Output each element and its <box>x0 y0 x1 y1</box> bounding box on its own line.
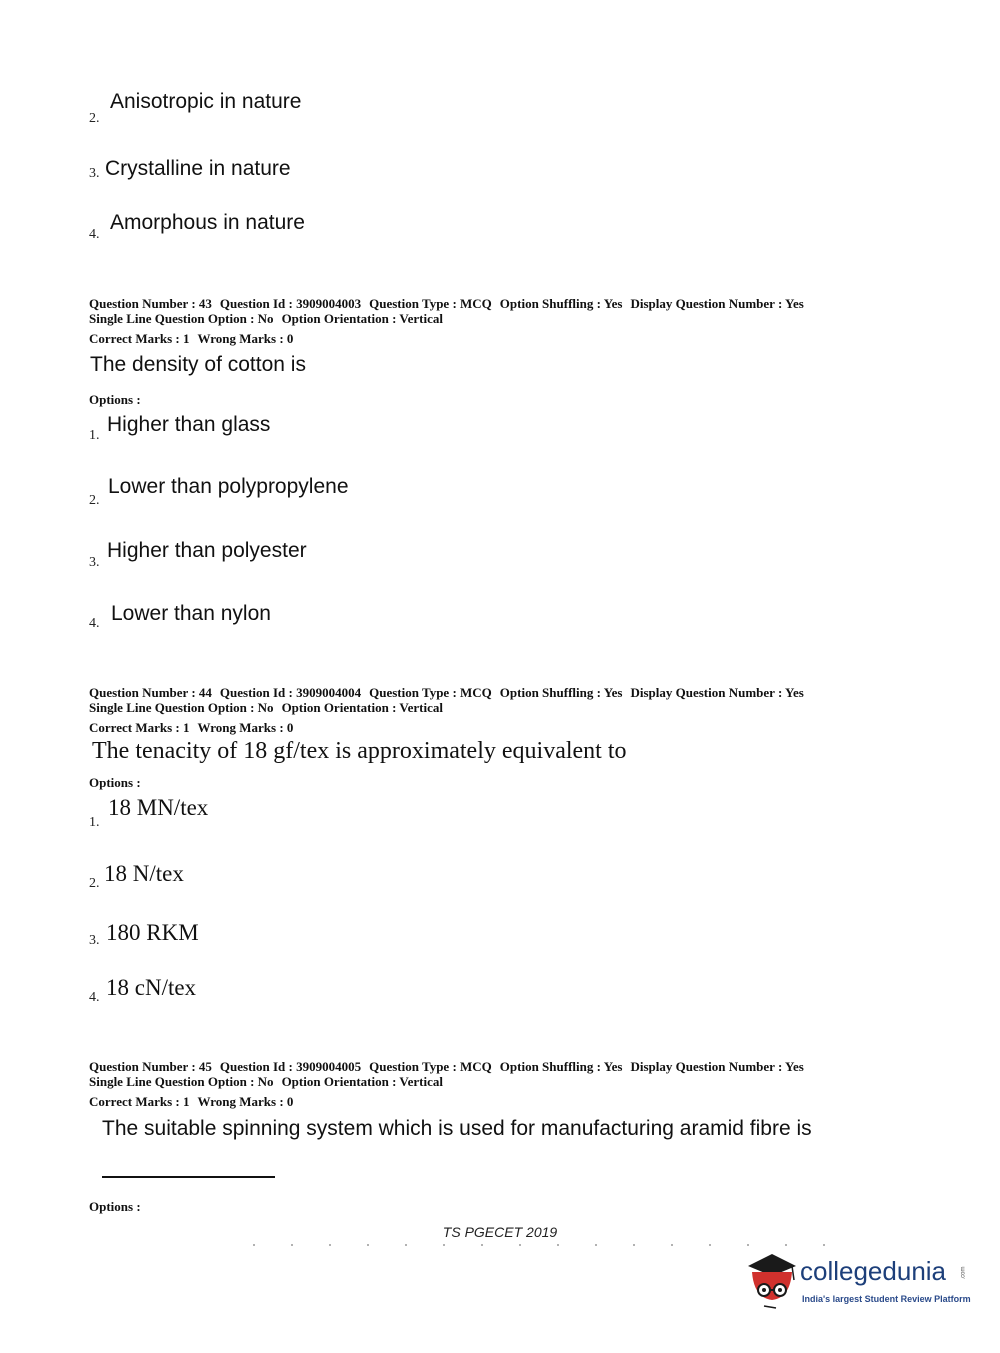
display-question-number: Display Question Number : Yes <box>630 685 804 700</box>
display-question-number: Display Question Number : Yes <box>630 1059 804 1074</box>
option-orientation: Option Orientation : Vertical <box>281 700 443 715</box>
single-line-option: Single Line Question Option : No <box>89 700 274 715</box>
option-orientation: Option Orientation : Vertical <box>281 1074 443 1089</box>
mascot-icon <box>742 1250 800 1310</box>
question-meta-line-2 <box>89 1074 451 1089</box>
single-line-option: Single Line Question Option : No <box>89 1074 274 1089</box>
option-number: 3. <box>89 166 100 181</box>
question-type: Question Type : MCQ <box>369 296 492 311</box>
option-orientation: Option Orientation : Vertical <box>281 311 443 326</box>
single-line-option: Single Line Question Option : No <box>89 311 274 326</box>
question-number: Question Number : 45 <box>89 1059 212 1074</box>
option-number: 3. <box>89 933 100 948</box>
logo-wordmark: collegedunia <box>800 1256 947 1286</box>
page-footer: TS PGECET 2019 <box>442 1224 558 1240</box>
option-text: Crystalline in nature <box>105 157 291 180</box>
option-text: Higher than glass <box>107 413 271 436</box>
question-meta-line-2 <box>89 700 451 715</box>
option-text: 180 RKM <box>106 920 199 945</box>
answer-blank-line <box>102 1176 275 1178</box>
question-meta-line-1 <box>89 1059 812 1074</box>
option-text: 18 N/tex <box>104 861 184 886</box>
option-text: Higher than polyester <box>107 539 307 562</box>
correct-marks: Correct Marks : 1 <box>89 331 190 346</box>
option-text: Lower than polypropylene <box>108 475 349 498</box>
option-number: 1. <box>89 428 100 443</box>
question-marks <box>89 720 301 735</box>
correct-marks: Correct Marks : 1 <box>89 720 190 735</box>
option-shuffling: Option Shuffling : Yes <box>499 1059 623 1074</box>
option-number: 2. <box>89 111 100 126</box>
question-text: The suitable spinning system which is used for manufacturing aramid fibre is <box>102 1117 812 1140</box>
question-text: The density of cotton is <box>90 353 306 376</box>
question-text: The tenacity of 18 gf/tex is approximately equivalent to <box>92 738 627 764</box>
display-question-number: Display Question Number : Yes <box>630 296 804 311</box>
option-number: 4. <box>89 616 100 631</box>
option-shuffling: Option Shuffling : Yes <box>499 685 623 700</box>
question-meta-line-1 <box>89 685 812 700</box>
wrong-marks: Wrong Marks : 0 <box>197 720 294 735</box>
question-id: Question Id : 3909004004 <box>219 685 362 700</box>
correct-marks: Correct Marks : 1 <box>89 1094 190 1109</box>
option-number: 4. <box>89 227 100 242</box>
option-shuffling: Option Shuffling : Yes <box>499 296 623 311</box>
wrong-marks: Wrong Marks : 0 <box>197 331 294 346</box>
question-number: Question Number : 43 <box>89 296 212 311</box>
question-id: Question Id : 3909004005 <box>219 1059 362 1074</box>
question-id: Question Id : 3909004003 <box>219 296 362 311</box>
question-marks <box>89 331 301 346</box>
option-number: 2. <box>89 493 100 508</box>
footer-dotted-rule <box>235 1244 835 1246</box>
option-text: Amorphous in nature <box>110 211 305 234</box>
option-number: 1. <box>89 815 100 830</box>
options-label: Options : <box>89 392 141 407</box>
options-label: Options : <box>89 1199 141 1214</box>
option-number: 2. <box>89 876 100 891</box>
question-number: Question Number : 44 <box>89 685 212 700</box>
question-meta-line-1 <box>89 296 812 311</box>
wrong-marks: Wrong Marks : 0 <box>197 1094 294 1109</box>
question-type: Question Type : MCQ <box>369 685 492 700</box>
option-text: Lower than nylon <box>111 602 271 625</box>
option-text: 18 cN/tex <box>106 975 197 1000</box>
question-type: Question Type : MCQ <box>369 1059 492 1074</box>
option-text: 18 MN/tex <box>108 795 209 820</box>
option-text: Anisotropic in nature <box>110 90 302 113</box>
collegedunia-logo <box>742 1250 972 1310</box>
logo-tagline: India's largest Student Review Platform <box>802 1294 971 1304</box>
question-meta-line-2 <box>89 311 451 326</box>
option-number: 4. <box>89 990 100 1005</box>
options-label: Options : <box>89 775 141 790</box>
logo-com-suffix: .com <box>960 1266 967 1280</box>
option-number: 3. <box>89 555 100 570</box>
question-marks <box>89 1094 301 1109</box>
